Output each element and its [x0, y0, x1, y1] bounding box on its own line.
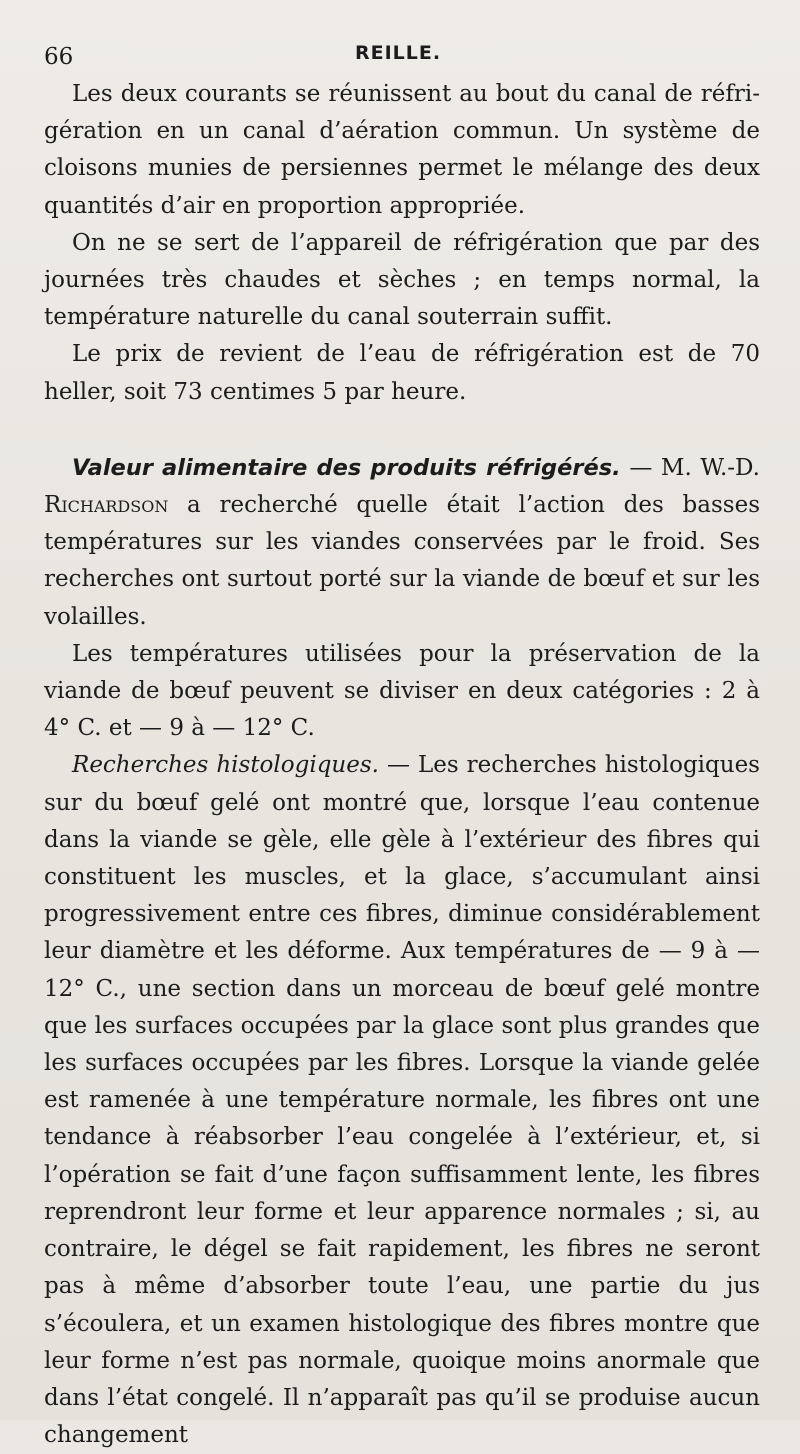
page-number: 66 — [44, 44, 74, 70]
author-prefix: M. W.-D. — [660, 454, 760, 481]
running-head: REILLE. — [355, 42, 442, 64]
body-text — [44, 76, 760, 1454]
section-title: Valeur alimentaire des produits réfrigérés. — [72, 454, 621, 481]
page-header — [44, 36, 760, 76]
paragraph-cost: Le prix de revient de l’eau de réfrigération est de 70 heller, soit 73 centimes 5 par heure. — [44, 341, 760, 405]
section-dash: — — [620, 454, 661, 481]
paragraph-temperatures: Les températures utilisées pour la préservation de la viande de bœuf peuvent se diviser en deux catégories : 2 à 4° C. et — 9 à — 12° C. — [44, 640, 760, 742]
section-spacer — [44, 411, 760, 450]
paragraph-section-intro — [44, 450, 760, 636]
histology-text: — Les recherches histologiques sur du bœuf gelé ont montré que, lorsque l’eau contenue dans la viande se gèle, elle gèle à l’extérieur des fibres qui constituent les muscles, et la glace, s’accumulant ainsi progressivement entre ces fibres, diminue considérablement leur diamètre et les déforme. Aux températures de — 9 à — 12° C., une section dans un morceau de bœuf gelé montre que les surfaces occupées par la glace sont plus grandes que les surfaces occupées par les fibres. Lorsque la viande gelée est ramenée à une température normale, les fibres ont une tendance à réabsorber l’eau congelée à l’extérieur, et, si l’opération se fait d’une façon suffisamment lente, les fibres reprendront leur forme et leur apparence normales ; si, au contraire, le dégel se fait rapidement, les fibres ne seront pas à même d’absorber toute l’eau, une partie du jus s’écoulera, et un examen histologique des fibres montre que leur forme n’est pas normale, quoique moins anormale que dans l’état congelé. Il n’apparaît pas qu’il se produise aucun changement — [44, 752, 760, 1449]
paragraph-refrigeration-use: On ne se sert de l’appareil de réfrigération que par des journées très chaudes et sèches ; en temps normal, la température naturelle du canal souterrain suffit. — [44, 229, 760, 331]
paragraph-air-canal: Les deux courants se réunissent au bout du canal de réfrigération en un canal d’aération commun. Un système de cloisons munies de persiennes permet le mélange des deux quantités d’air en proportion appropriée. — [44, 81, 760, 219]
histology-heading: Recherches histologiques. — [72, 752, 379, 779]
author-name: Richardson — [44, 492, 169, 519]
section-intro-text: a recherché quelle était l’action des basses températures sur les viandes conservées par le froid. Ses recherches ont surtout porté sur la viande de bœuf et sur les volailles. — [44, 492, 760, 630]
paragraph-histology — [44, 747, 760, 1454]
